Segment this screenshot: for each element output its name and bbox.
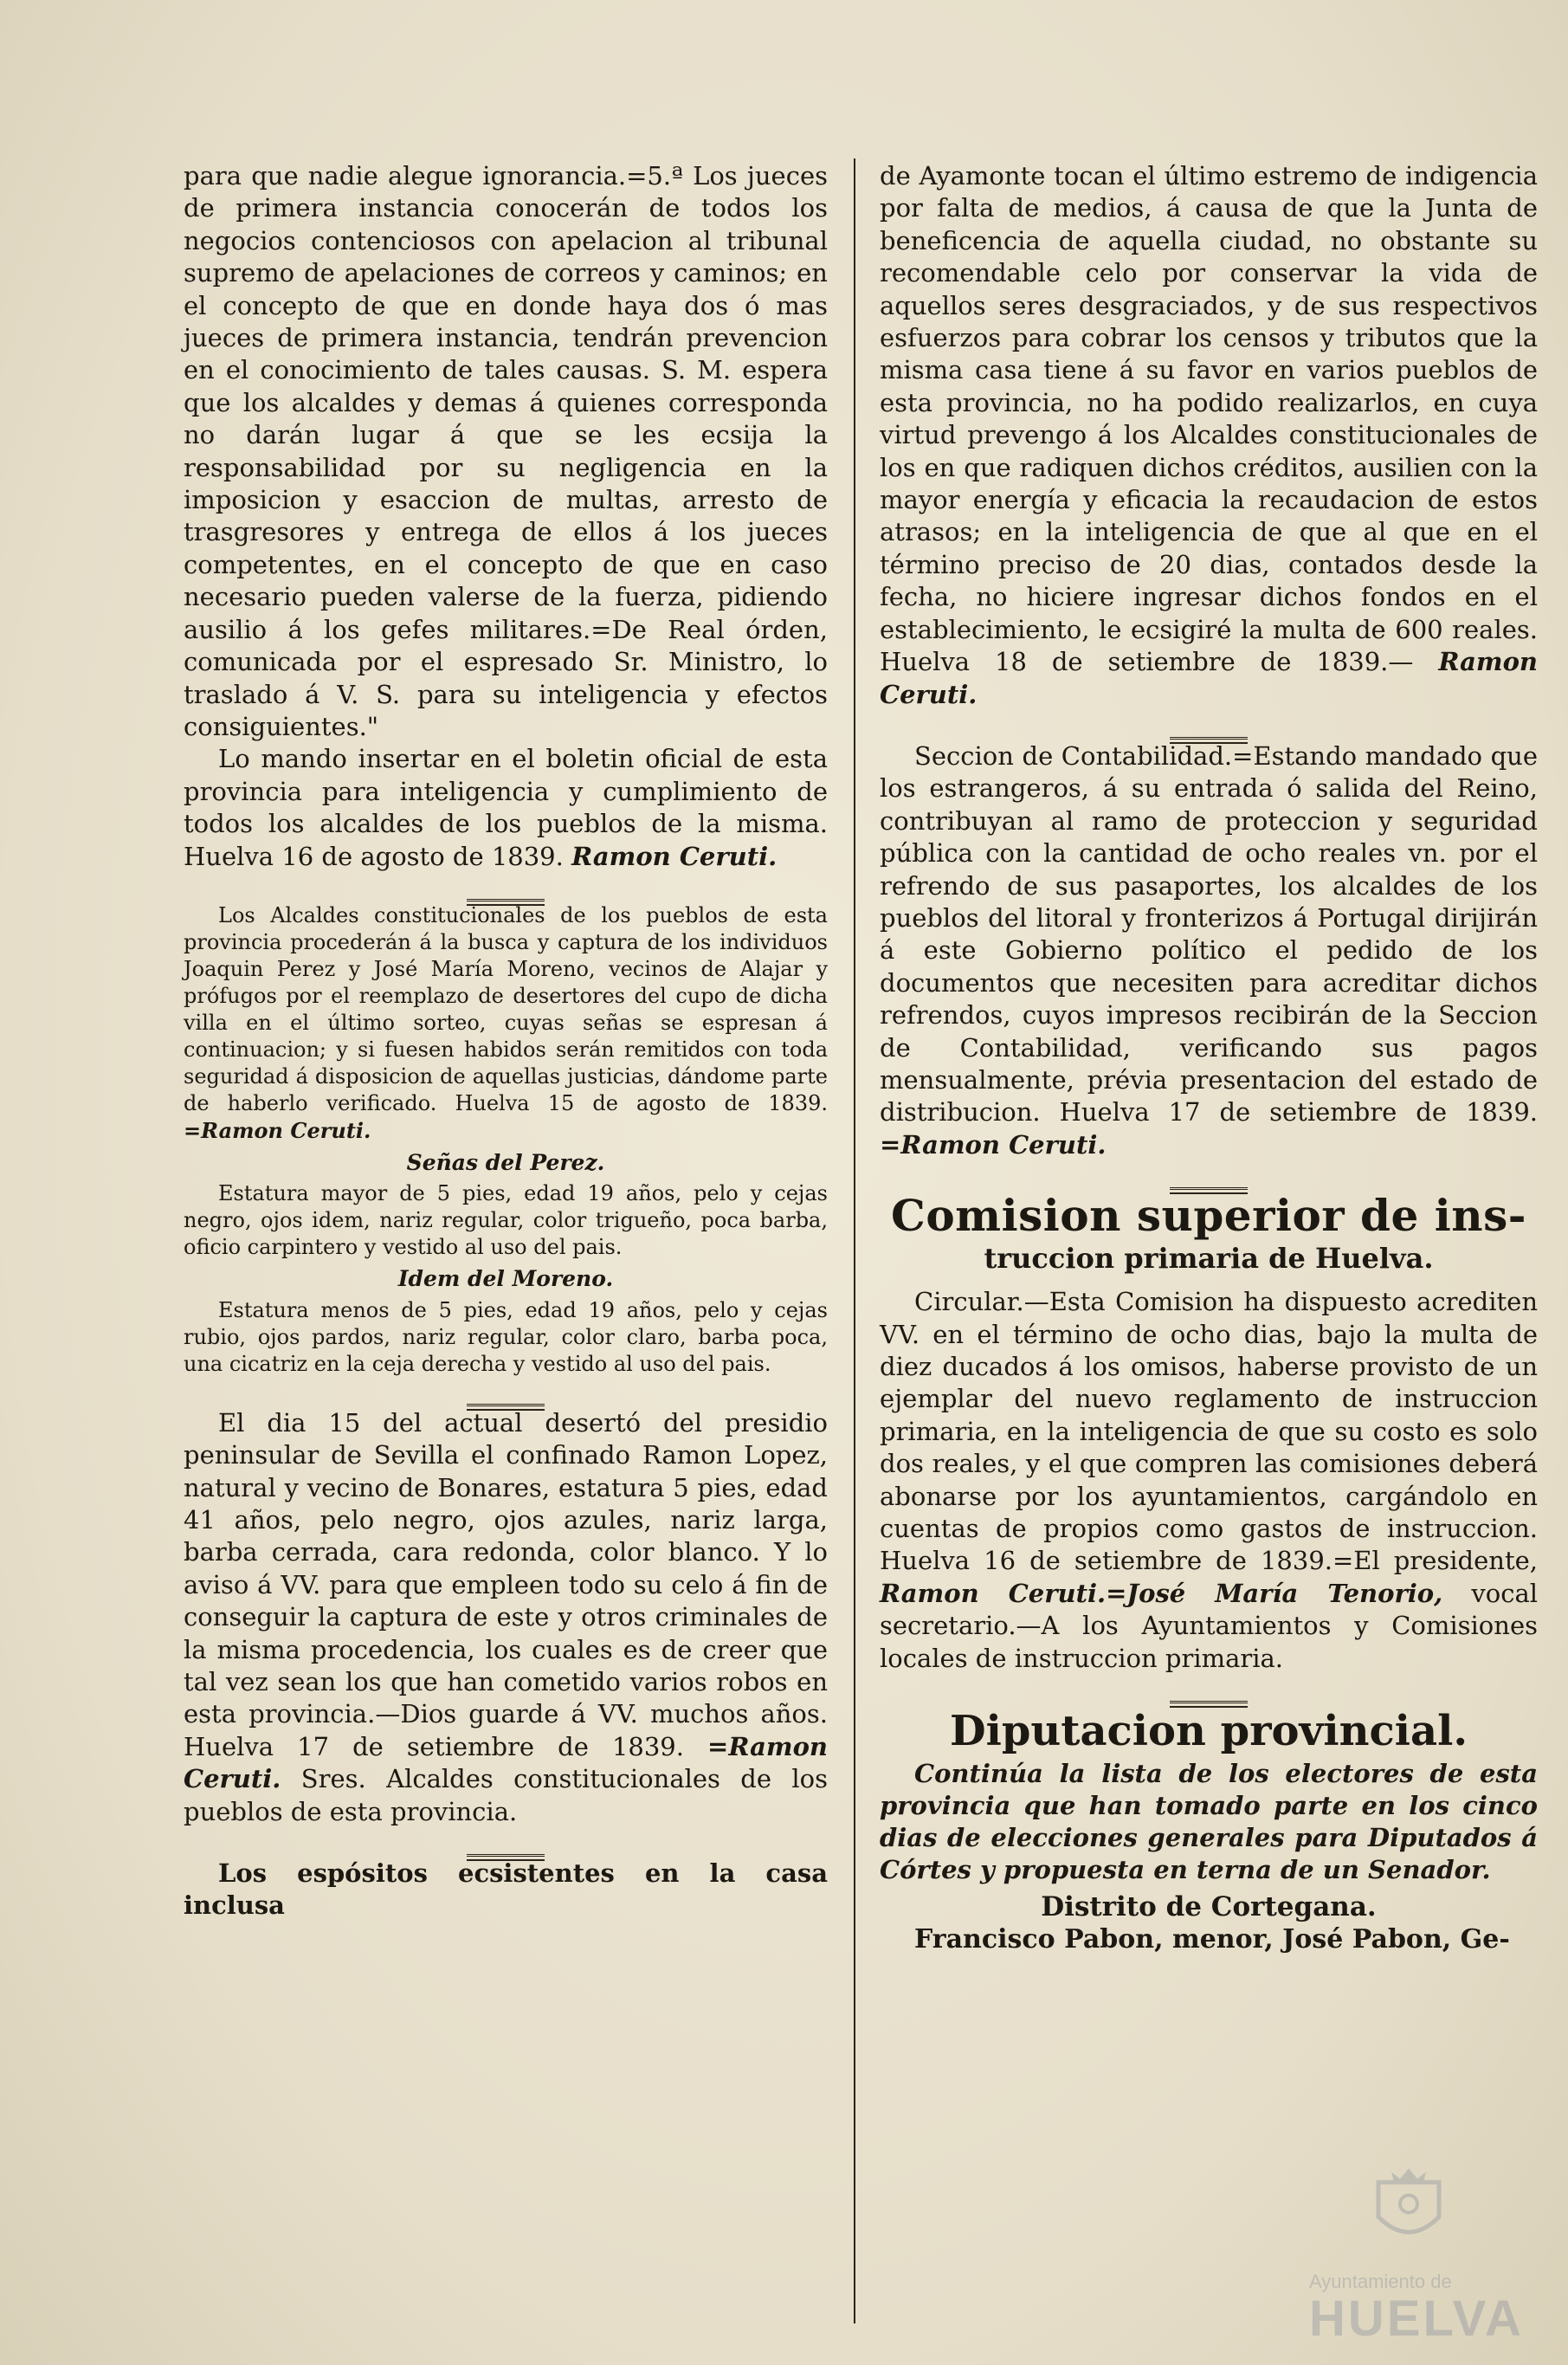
left-paragraph-3	[184, 902, 828, 1145]
senas-moreno-text: Estatura menos de 5 pies, edad 19 años, pelo y cejas rubio, ojos pardos, nariz regular, color claro, barba poca, una cicatriz en la ceja derecha y vestido al uso del pais.	[184, 1297, 828, 1376]
left-paragraph-3-text: Los Alcaldes constitucionales de los pueblos de esta provincia procederán á la busca y captura de los individuos Joaquin Perez y José María Moreno, vecinos de Alajar y prófugos por el reemplazo de desertores del cupo de dicha villa en el último sorteo, cuyas señas se espresan á continuacion; y si fuesen habidos serán remitidos con toda seguridad á disposicion de aquellas justicias, dándome parte de haberlo verificado. Huelva 15 de agosto de 1839.	[184, 902, 828, 1115]
left-paragraph-4-text: El dia 15 del actual desertó del presidio peninsular de Sevilla el confinado Ramon Lopez, natural y vecino de Bonares, estatura 5 pies, edad 41 años, pelo negro, ojos azules, nariz larga, barba cerrada, cara redonda, color blanco. Y lo aviso á VV. para que empleen todo su celo á fin de conseguir la captura de este y otros criminales de la misma procedencia, los cuales es de creer que tal vez sean los que han cometido varios robos en esta provincia.—Dios guarde á VV. muchos años. Huelva 17 de setiembre de 1839.	[184, 1407, 828, 1761]
left-paragraph-4-tail: Sres. Alcaldes constitucionales de los pueblos de esta provincia.	[184, 1764, 829, 1826]
section-heading-comision: Comision superior de ins-	[891, 1190, 1526, 1242]
section-heading-comision-cont: truccion primaria de Huelva.	[984, 1242, 1434, 1276]
right-paragraph-1-text: de Ayamonte tocan el último estremo de indigencia por falta de medios, á causa de que la Junta de beneficencia de aquella ciudad, no obstante su recomendable celo por conservar la vida de aquellos seres desgraciados, y de sus respectivos esfuerzos para cobrar los censos y tributos que la misma casa tiene á su favor en varios pueblos de esta provincia, no ha podido realizarlos, en cuya virtud prevengo á los Alcaldes constitucionales de los en que radiquen dichos créditos, ausilien con la mayor energía y eficacia la recaudacion de estos atrasos; en la inteligencia de que al que en el término preciso de 20 dias, contados desde la fecha, no hiciere ingresar dichos fondos en el establecimiento, le ecsigiré la multa de 600 reales. Huelva 18 de setiembre de 1839.—	[880, 161, 1538, 677]
left-paragraph-2-text: Lo mando insertar en el boletin oficial de esta provincia para inteligencia y cumplimiento de todos los alcaldes de los pueblos de la misma. Huelva 16 de agosto de 1839.	[184, 744, 828, 871]
right-paragraph-2	[880, 740, 1538, 1161]
right-paragraph-3-tail: vocal secretario.—A los Ayuntamientos y Comisiones locales de instruccion primaria.	[880, 1578, 1539, 1673]
signature: Ramon Ceruti.	[571, 841, 778, 871]
left-paragraph-4	[184, 1407, 828, 1828]
senas-perez-title: Señas del Perez.	[406, 1149, 605, 1175]
archive-watermark	[1292, 2191, 1526, 2355]
left-column	[184, 160, 828, 1922]
watermark-line-1: Ayuntamiento de	[1309, 2271, 1452, 2292]
signature: =Ramon Ceruti.	[880, 1129, 1107, 1160]
section-divider	[880, 1170, 1538, 1182]
signature: =Ramon Ceruti.	[184, 1117, 371, 1143]
section-heading-diputacion: Diputacion provincial.	[949, 1707, 1468, 1756]
district-title: Distrito de Cortegana.	[1041, 1891, 1377, 1923]
section-divider	[184, 1837, 828, 1849]
senas-moreno-title: Idem del Moreno.	[397, 1266, 614, 1292]
left-paragraph-1: para que nadie alegue ignorancia.=5.ª Los jueces de primera instancia conocerán de todos los negocios contenciosos con apelacion al tribunal supremo de apelaciones de correos y caminos; en el concepto de que en donde haya dos ó mas jueces de primera instancia, tendrán prevencion en el conocimiento de tales causas. S. M. espera que los alcaldes y demas á quienes corresponda no darán lugar á que se les ecsija la responsabilidad por su negligencia en la imposicion y esaccion de multas, arresto de trasgresores y entrega de ellos á los jueces competentes, en el concepto de que en caso necesario pueden valerse de la fuerza, pidiendo ausilio á los gefes militares.=De Real órden, comunicada por el espresado Sr. Ministro, lo traslado á V. S. para su inteligencia y efectos consiguientes."	[184, 161, 828, 741]
elector-names: Francisco Pabon, menor, José Pabon, Ge-	[914, 1924, 1510, 1955]
section-divider	[880, 1683, 1538, 1696]
section-divider	[184, 1386, 828, 1399]
right-paragraph-3-text: Circular.—Esta Comision ha dispuesto acrediten VV. en el término de ocho dias, bajo la multa de diez ducados á los omisos, haberse provisto de un ejemplar del nuevo reglamento de instruccion primaria, en la inteligencia de que su costo es solo dos reales, y el que compren las comisiones deberá abonarse por los ayuntamientos, cargándolo en cuentas de propios como gastos de instruccion. Huelva 16 de setiembre de 1839.=El presidente,	[880, 1287, 1538, 1576]
left-paragraph-5: Los espósitos ecsistentes en la casa inclusa	[184, 1858, 828, 1921]
right-paragraph-3	[880, 1286, 1538, 1675]
coat-of-arms-icon	[1370, 2165, 1448, 2252]
right-paragraph-2-text: Seccion de Contabilidad.=Estando mandado que los estrangeros, á su entrada ó salida del Reino, contribuyan al ramo de proteccion y seguridad pública con la cantidad de ocho reales vn. por el refrendo de sus pasaportes, los alcaldes de los pueblos del litoral y fronterizos á Portugal dirijirán á este Gobierno político el pedido de los documentos que necesiten para acreditar dichos refrendos, cuyos impresos recibirán de la Seccion de Contabilidad, verificando sus pagos mensualmente, prévia presentacion del estado de distribucion. Huelva 17 de setiembre de 1839.	[880, 740, 1538, 1128]
section-divider	[880, 720, 1538, 732]
column-rule	[854, 158, 855, 2323]
watermark-line-2: HUELVA	[1309, 2291, 1524, 2347]
signature: Ramon Ceruti.	[880, 647, 1538, 709]
section-divider	[184, 882, 828, 894]
left-paragraph-2	[184, 743, 828, 873]
signature: =Ramon Ceruti.	[184, 1731, 828, 1794]
signature: Ramon Ceruti.=José María Tenorio,	[880, 1578, 1443, 1608]
right-column	[880, 160, 1538, 1956]
senas-perez-text: Estatura mayor de 5 pies, edad 19 años, pelo y cejas negro, ojos idem, nariz regular, color trigueño, poca barba, oficio carpintero y vestido al uso del pais.	[184, 1181, 828, 1260]
diputacion-intro: Continúa la lista de los electores de esta provincia que han tomado parte en los cinco dias de elecciones generales para Diputados á Córtes y propuesta en terna de un Senador.	[880, 1759, 1538, 1885]
right-paragraph-1	[880, 160, 1538, 711]
